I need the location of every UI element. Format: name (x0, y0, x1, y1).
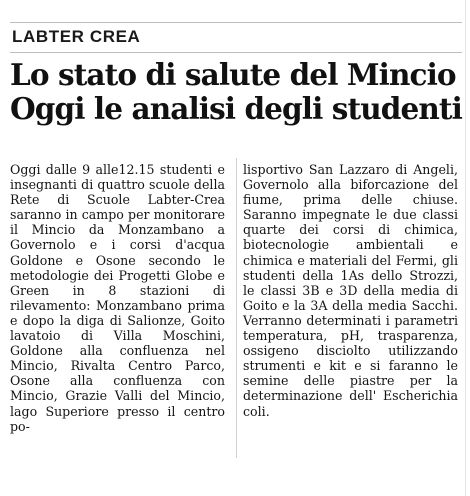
section-kicker: LABTER CREA (12, 27, 141, 46)
column-divider (236, 158, 237, 458)
article-body (10, 162, 458, 434)
top-rule (10, 22, 462, 23)
article-headline (10, 58, 462, 126)
page-edge (465, 0, 466, 496)
headline-line-2: Oggi le analisi degli studenti (10, 91, 462, 126)
body-column-1: Oggi dalle 9 alle12.15 studenti e insegnanti di quattro scuole della Rete di Scuole Labter-Crea saranno in campo per monitorare il Mincio da Monzambano a Governolo e i corsi d'acqua Goldone e Osone secondo le metodologie dei Progetti Globe e Green in 8 stazioni di rilevamento: Monzambano prima e dopo la diga di Salionze, Goito lavatoio di Villa Moschini, Goldone alla confluenza nel Mincio, Rivalta Centro Parco, Osone alla confluenza con Mincio, Grazie Valli del Mincio, lago Superiore presso il centro po- (10, 162, 225, 434)
body-column-2: lisportivo San Lazzaro di Angeli, Governolo alla biforcazione del fiume, prima delle chiuse. Saranno impegnate le due classi quarte dei corsi di chimica, biotecnologie ambientali e chimica e materiali del Fermi, gli studenti della 1As dello Strozzi, le classi 3B e 3D della media di Goito e la 3A della media Sacchi. Verranno determinati i parametri temperatura, pH, trasparenza, ossigeno disciolto utilizzando strumenti e kit e si faranno le semine delle piastre per la determinazione dell' Escherichia coli. (243, 162, 458, 419)
kicker-rule (10, 52, 462, 53)
headline-line-1: Lo stato di salute del Mincio (10, 57, 456, 92)
